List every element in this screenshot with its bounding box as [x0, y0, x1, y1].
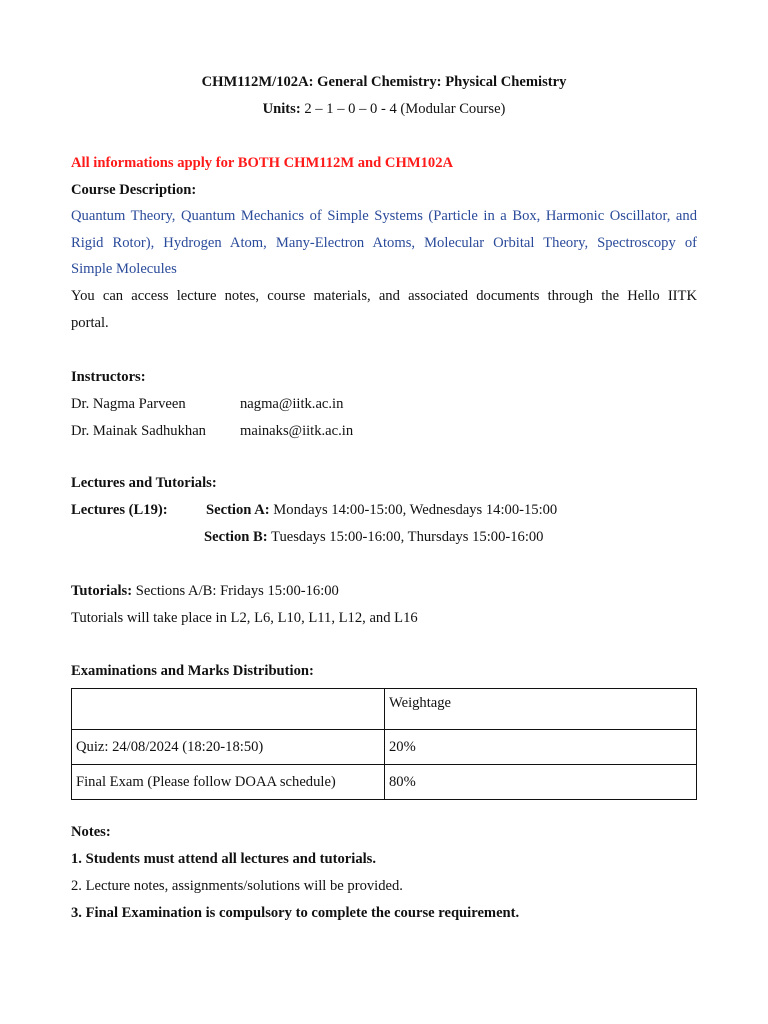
marks-table [71, 688, 697, 800]
instructor-email: mainaks@iitk.ac.in [240, 423, 354, 439]
section-b-label: Section B: [204, 529, 268, 545]
table-header-row [72, 689, 697, 730]
instructor-email: nagma@iitk.ac.in [240, 396, 344, 412]
course-title: CHM112M/102A: General Chemistry: Physical Chemistry [201, 74, 567, 90]
notes-heading: Notes: [71, 824, 111, 840]
tutorials-line [71, 583, 339, 600]
table-header-cell [72, 689, 385, 730]
access-line-1: You can access lecture notes, course materials, and associated documents through the Hello IITK [71, 288, 697, 304]
exams-heading: Examinations and Marks Distribution: [71, 663, 314, 679]
section-b [204, 529, 543, 546]
tutorials-label: Tutorials: [71, 583, 133, 599]
table-cell: 80% [385, 765, 697, 800]
table-row [72, 730, 697, 765]
tutorials-time: Sections A/B: Fridays 15:00-16:00 [132, 583, 339, 599]
course-units [71, 101, 697, 118]
note-item: 2. Lecture notes, assignments/solutions will be provided. [71, 878, 403, 894]
access-line-2: portal. [71, 315, 109, 331]
topics-line-3: Simple Molecules [71, 261, 177, 277]
units-value: 2 – 1 – 0 – 0 - 4 (Modular Course) [304, 101, 506, 117]
course-description-heading: Course Description: [71, 182, 197, 198]
section-a-label: Section A: [206, 502, 270, 518]
lectures-label: Lectures (L19): [71, 502, 168, 518]
notice-text: All informations apply for BOTH CHM112M and CHM102A [71, 155, 454, 171]
topics-line-2: Rigid Rotor), Hydrogen Atom, Many-Electron Atoms, Molecular Orbital Theory, Spectroscopy of [71, 235, 697, 251]
table-cell: Quiz: 24/08/2024 (18:20-18:50) [72, 730, 385, 765]
section-a-time: Mondays 14:00-15:00, Wednesdays 14:00-15:00 [269, 502, 558, 518]
topics-line-1: Quantum Theory, Quantum Mechanics of Simple Systems (Particle in a Box, Harmonic Oscillator, and [71, 208, 697, 224]
note-item: 1. Students must attend all lectures and tutorials. [71, 851, 377, 867]
table-row [72, 765, 697, 800]
instructors-heading: Instructors: [71, 369, 146, 385]
section-b-time: Tuesdays 15:00-16:00, Thursdays 15:00-16:00 [267, 529, 544, 545]
instructor-name: Dr. Mainak Sadhukhan [71, 423, 206, 439]
note-item: 3. Final Examination is compulsory to complete the course requirement. [71, 905, 520, 921]
table-cell: 20% [385, 730, 697, 765]
units-label: Units: [262, 101, 301, 117]
lectures-heading: Lectures and Tutorials: [71, 475, 217, 491]
section-a [206, 502, 557, 519]
instructor-name: Dr. Nagma Parveen [71, 396, 186, 412]
table-header-cell: Weightage [385, 689, 697, 730]
table-cell: Final Exam (Please follow DOAA schedule) [72, 765, 385, 800]
tutorials-place: Tutorials will take place in L2, L6, L10, L11, L12, and L16 [71, 610, 418, 626]
